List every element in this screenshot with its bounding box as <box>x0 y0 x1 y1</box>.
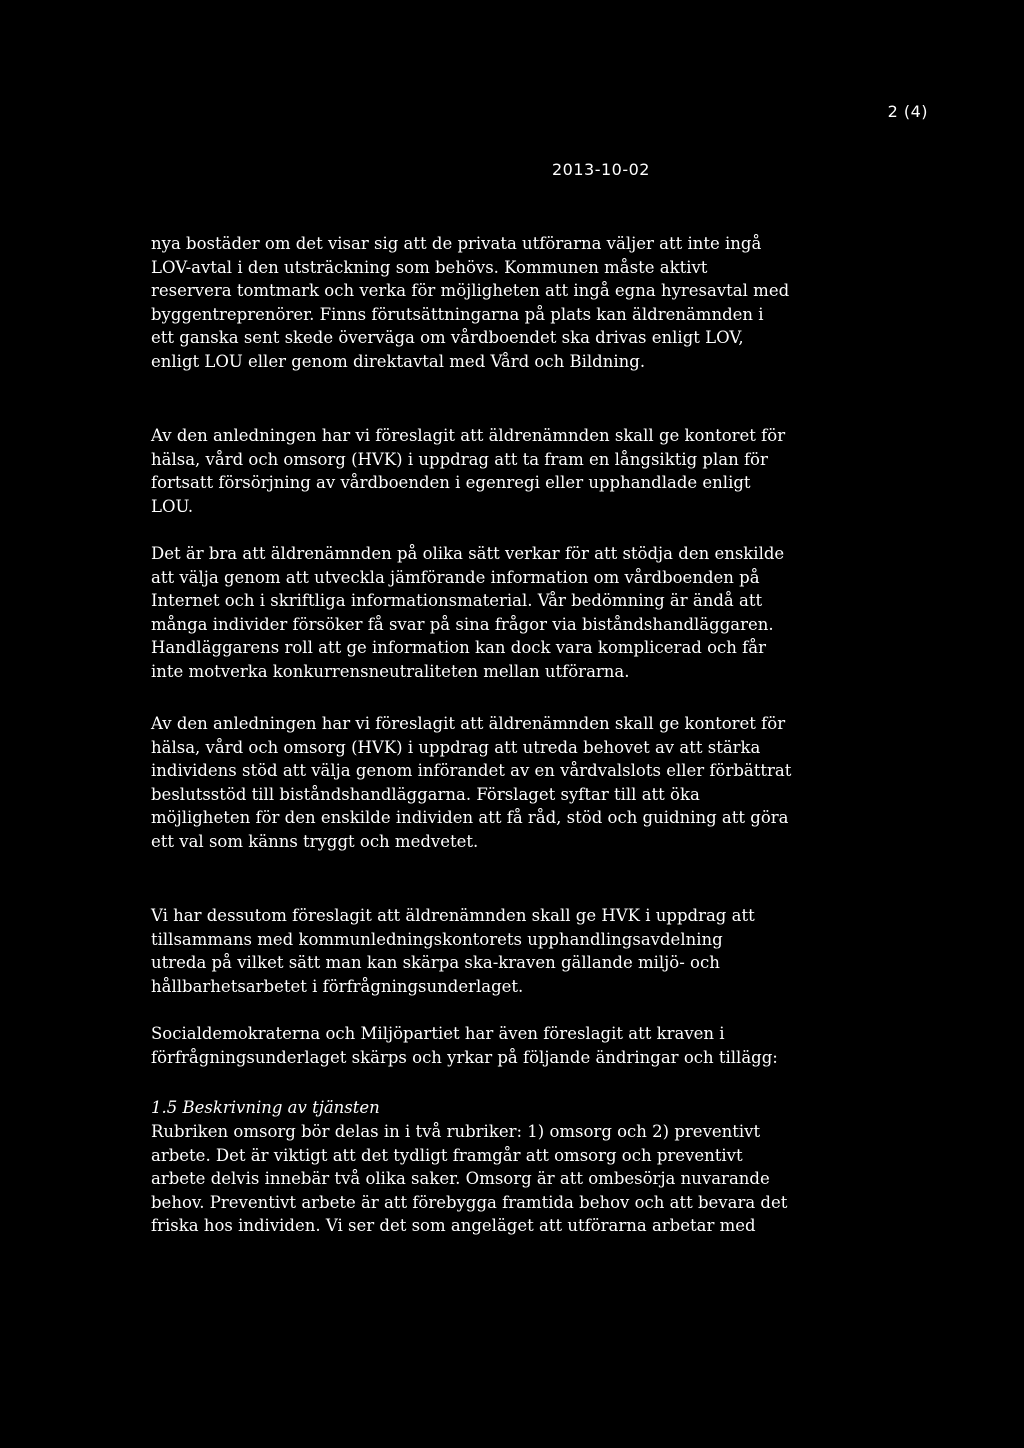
text-line: Rubriken omsorg bör delas in i två rubriker: 1) omsorg och 2) preventivt <box>151 1122 761 1141</box>
text-line: nya bostäder om det visar sig att de privata utförarna väljer att inte ingå <box>151 234 762 253</box>
text-line: tillsammans med kommunledningskontorets upphandlingsavdelning <box>151 929 723 949</box>
document-date: 2013-10-02 <box>552 160 650 179</box>
text-line: Det är bra att äldrenämnden på olika sätt verkar för att stödja den enskilde <box>151 544 785 563</box>
text-line: LOU. <box>151 496 194 516</box>
text-line: inte motverka konkurrensneutraliteten mellan utförarna. <box>151 661 630 681</box>
text-line: förfrågningsunderlaget skärps och yrkar på följande ändringar och tillägg: <box>151 1047 778 1067</box>
text-line: enligt LOU eller genom direktavtal med Vård och Bildning. <box>151 351 646 371</box>
paragraph-choice-support <box>151 712 791 854</box>
text-line: Internet och i skriftliga informationsmaterial. Vår bedömning är ändå att <box>151 591 763 611</box>
text-line: arbete delvis innebär två olika saker. Omsorg är att ombesörja nuvarande <box>151 1169 770 1189</box>
section-heading: 1.5 Beskrivning av tjänsten <box>151 1098 380 1117</box>
text-line: hälsa, vård och omsorg (HVK) i uppdrag att ta fram en långsiktig plan för <box>151 449 768 469</box>
text-line: hälsa, vård och omsorg (HVK) i uppdrag att utreda behovet av att stärka <box>151 737 761 757</box>
text-line: många individer försöker få svar på sina frågor via biståndshandläggaren. <box>151 614 774 634</box>
paragraph-long-term-plan <box>151 424 791 518</box>
text-line: fortsatt försörjning av vårdboenden i egenregi eller upphandlade enligt <box>151 473 751 493</box>
paragraph-service-description <box>151 1120 791 1238</box>
paragraph-environment-requirements <box>151 904 791 998</box>
text-line: Socialdemokraterna och Miljöpartiet har även föreslagit att kraven i <box>151 1024 725 1043</box>
text-line: utreda på vilket sätt man kan skärpa ska-kraven gällande miljö- och <box>151 953 720 973</box>
text-line: individens stöd att välja genom införandet av en vårdvalslots eller förbättrat <box>151 761 792 781</box>
text-line: Av den anledningen har vi föreslagit att äldrenämnden skall ge kontoret för <box>151 426 786 445</box>
text-line: behov. Preventivt arbete är att förebygga framtida behov och att bevara det <box>151 1192 788 1212</box>
text-line: byggentreprenörer. Finns förutsättningarna på plats kan äldrenämnden i <box>151 304 764 324</box>
paragraph-housing-lov <box>151 232 791 374</box>
text-line: Av den anledningen har vi föreslagit att äldrenämnden skall ge kontoret för <box>151 714 786 733</box>
text-line: ett ganska sent skede överväga om vårdboendet ska drivas enligt LOV, <box>151 328 744 348</box>
paragraph-proposal-intro <box>151 1022 791 1069</box>
text-line: Vi har dessutom föreslagit att äldrenämnden skall ge HVK i uppdrag att <box>151 906 755 925</box>
text-line: Handläggarens roll att ge information kan dock vara komplicerad och får <box>151 638 766 658</box>
text-line: att välja genom att utveckla jämförande information om vårdboenden på <box>151 567 760 587</box>
page-number: 2 (4) <box>887 102 928 121</box>
text-line: ett val som känns tryggt och medvetet. <box>151 831 479 851</box>
text-line: arbete. Det är viktigt att det tydligt framgår att omsorg och preventivt <box>151 1145 743 1165</box>
text-line: möjligheten för den enskilde individen att få råd, stöd och guidning att göra <box>151 808 789 828</box>
paragraph-information <box>151 542 791 684</box>
text-line: friska hos individen. Vi ser det som angeläget att utförarna arbetar med <box>151 1216 756 1236</box>
text-line: hållbarhetsarbetet i förfrågningsunderlaget. <box>151 976 524 996</box>
text-line: beslutsstöd till biståndshandläggarna. Förslaget syftar till att öka <box>151 784 700 804</box>
text-line: reservera tomtmark och verka för möjligheten att ingå egna hyresavtal med <box>151 281 790 301</box>
text-line: LOV-avtal i den utsträckning som behövs. Kommunen måste aktivt <box>151 257 708 277</box>
